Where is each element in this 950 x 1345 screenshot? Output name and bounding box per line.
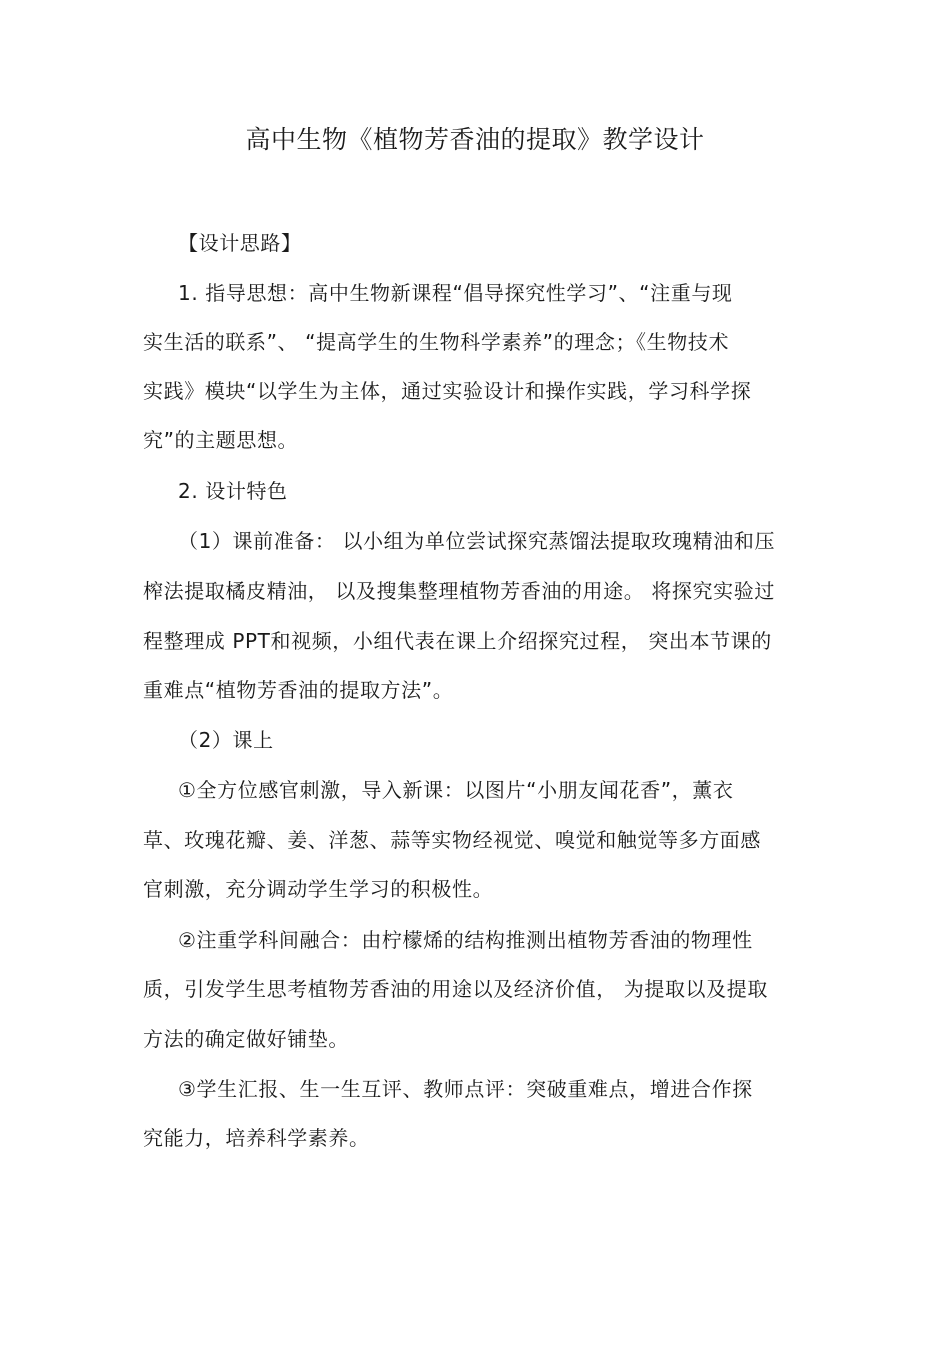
paragraph-line: 程整理成 PPT和视频，小组代表在课上介绍探究过程， 突出本节课的	[143, 629, 772, 653]
paragraph-line: 实生活的联系”、 “提高学生的生物科学素养”的理念；《生物技术	[143, 330, 730, 354]
paragraph-line: （1）课前准备： 以小组为单位尝试探究蒸馏法提取玫瑰精油和压	[178, 529, 776, 553]
paragraph-line: 究能力，培养科学素养。	[143, 1126, 370, 1150]
paragraph-line: 草、玫瑰花瓣、姜、洋葱、蒜等实物经视觉、嗅觉和触觉等多方面感	[143, 828, 761, 852]
paragraph-line: 1. 指导思想：高中生物新课程“倡导探究性学习”、“注重与现	[178, 281, 733, 305]
paragraph-line: 榨法提取橘皮精油， 以及搜集整理植物芳香油的用途。 将探究实验过	[143, 579, 775, 603]
paragraph-line: 究”的主题思想。	[143, 428, 299, 452]
document-title: 高中生物《植物芳香油的提取》教学设计	[245, 125, 705, 154]
paragraph-line: ②注重学科间融合：由柠檬烯的结构推测出植物芳香油的物理性	[178, 928, 753, 952]
paragraph-line: ①全方位感官刺激，导入新课：以图片“小朋友闻花香”，薰衣	[178, 778, 734, 802]
paragraph-line: 质，引发学生思考植物芳香油的用途以及经济价值， 为提取以及提取	[143, 977, 768, 1001]
paragraph-line: 重难点“植物芳香油的提取方法”。	[143, 678, 454, 702]
paragraph-line: 方法的确定做好铺垫。	[143, 1027, 349, 1051]
paragraph-line: 实践》模块“以学生为主体，通过实验设计和操作实践，学习科学探	[143, 379, 752, 403]
paragraph-line: 官刺激，充分调动学生学习的积极性。	[143, 877, 494, 901]
paragraph-line: ③学生汇报、生一生互评、教师点评：突破重难点，增进合作探	[178, 1077, 753, 1101]
section-heading-design-idea: 【设计思路】	[178, 231, 302, 255]
subheading-design-features: 2. 设计特色	[178, 479, 288, 503]
subheading-in-class: （2）课上	[178, 728, 274, 752]
